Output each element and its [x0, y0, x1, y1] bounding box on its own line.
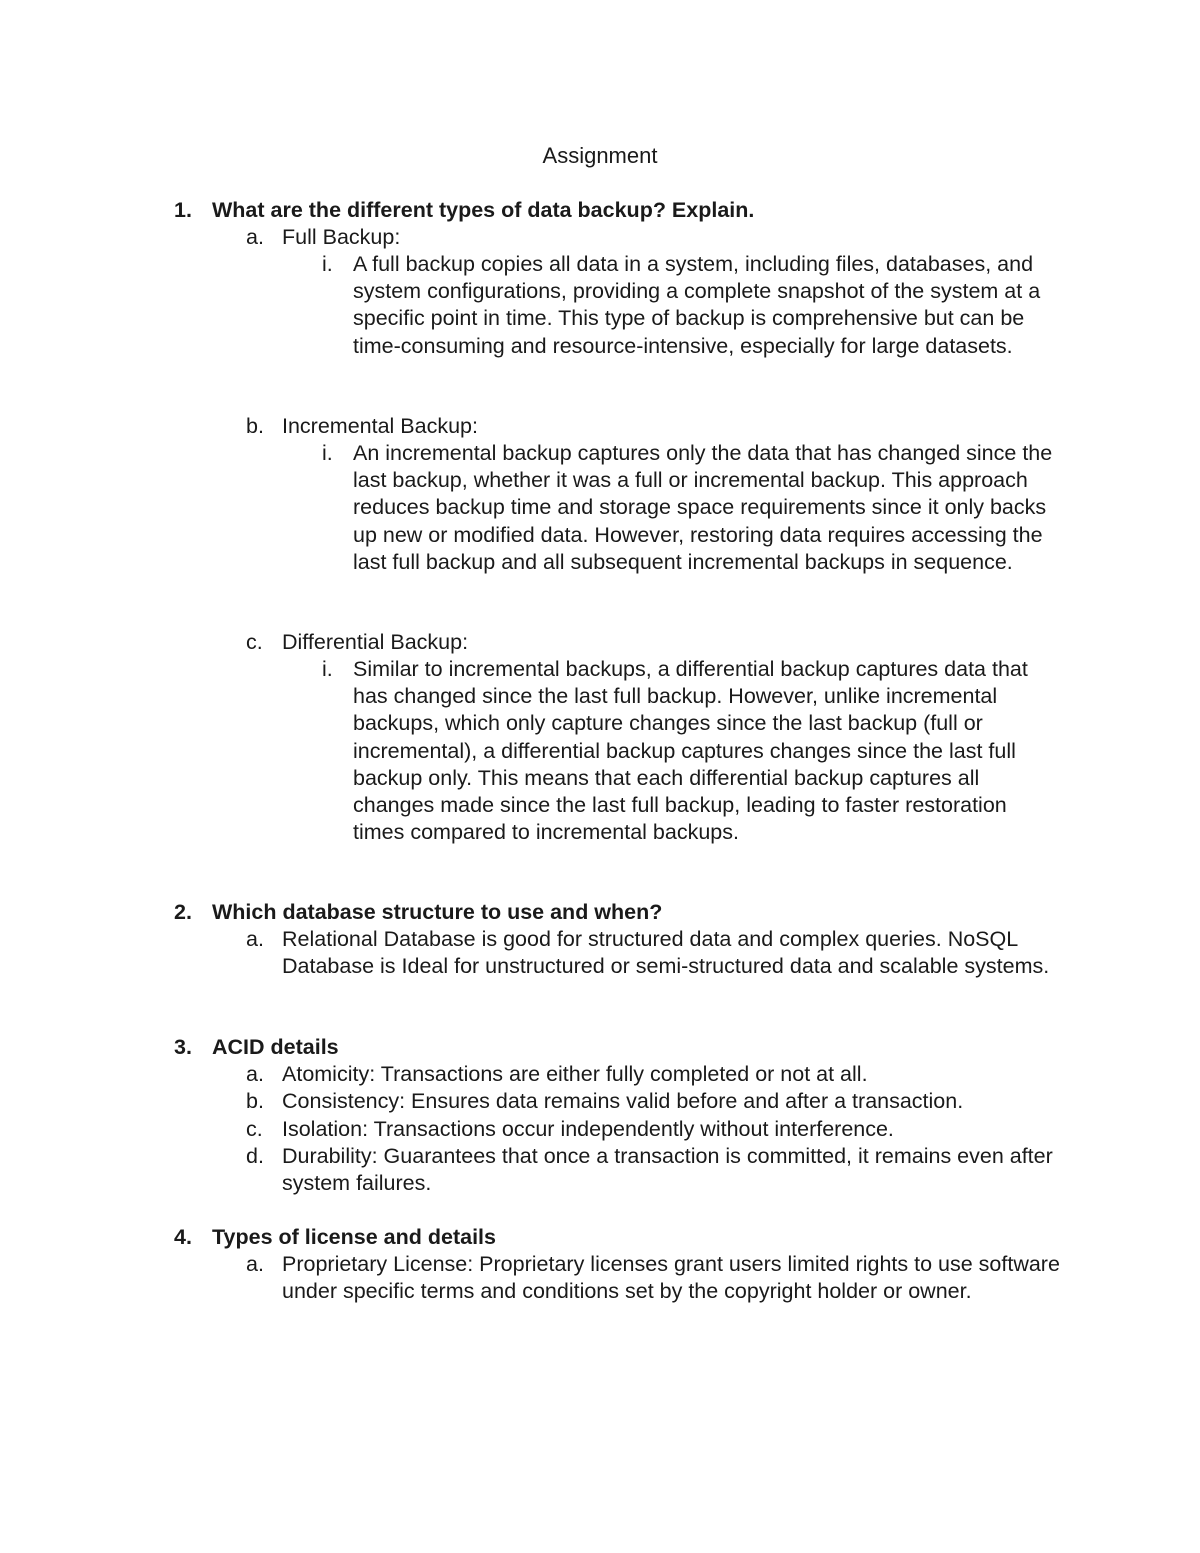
sub-item-text: An incremental backup captures only the data that has changed since the last backup, whether it was a full or incremental backup. This approach reduces backup time and storage space requirements since it only backs up new or modified data. However, restoring data requires accessing the last full backup and all subsequent incremental backups in sequence. [353, 441, 1053, 574]
list-item-proprietary-license [246, 1251, 1076, 1305]
list-item-text: Isolation: Transactions occur independently without interference. [282, 1117, 894, 1141]
list-item-label: Incremental Backup: [282, 414, 478, 438]
list-item-label: Full Backup: [282, 225, 401, 249]
list-item-full-backup [246, 224, 1076, 251]
list-item-atomicity [246, 1061, 1076, 1088]
question-number: 4. [174, 1225, 192, 1249]
list-item-differential-backup [246, 629, 1076, 656]
list-item-durability [246, 1143, 1076, 1197]
sub-item-full-backup [322, 251, 1062, 360]
sub-item-text: Similar to incremental backups, a differential backup captures data that has changed since the last full backup. However, unlike incremental backups, which only capture changes since the last backup (full or incremental), a differential backup captures changes since the last full backup only. This means that each differential backup captures all changes made since the last full backup, leading to faster restoration times compared to incremental backups. [353, 657, 1028, 845]
question-number: 1. [174, 198, 192, 222]
sub-list-marker: i. [322, 657, 333, 681]
question-number: 3. [174, 1035, 192, 1059]
list-item-text: Durability: Guarantees that once a transaction is committed, it remains even after system failures. [282, 1144, 1053, 1196]
question-number: 2. [174, 900, 192, 924]
list-marker: d. [246, 1144, 264, 1168]
list-item-isolation [246, 1116, 1076, 1143]
list-item-database-structure [246, 926, 1076, 980]
sub-item-incremental-backup [322, 440, 1062, 576]
list-marker: a. [246, 1252, 264, 1276]
list-item-text: Atomicity: Transactions are either fully completed or not at all. [282, 1062, 868, 1086]
list-marker: b. [246, 414, 264, 438]
list-item-consistency [246, 1088, 1076, 1115]
question-1-heading [174, 197, 754, 224]
question-text: Which database structure to use and when? [212, 900, 663, 924]
list-item-text: Proprietary License: Proprietary licenses grant users limited rights to use software under specific terms and conditions set by the copyright holder or owner. [282, 1252, 1060, 1304]
sub-list-marker: i. [322, 252, 333, 276]
list-marker: a. [246, 225, 264, 249]
question-3-heading [174, 1034, 339, 1061]
question-text: ACID details [212, 1035, 339, 1059]
document-title: Assignment [542, 143, 658, 168]
list-marker: a. [246, 927, 264, 951]
list-item-label: Differential Backup: [282, 630, 469, 654]
question-text: Types of license and details [212, 1225, 496, 1249]
list-marker: a. [246, 1062, 264, 1086]
list-marker: c. [246, 630, 263, 654]
list-item-text: Relational Database is good for structured data and complex queries. NoSQL Database is Ideal for unstructured or semi-structured data and scalable systems. [282, 927, 1050, 979]
sub-item-differential-backup [322, 656, 1062, 846]
question-4-heading [174, 1224, 496, 1251]
sub-item-text: A full backup copies all data in a system, including files, databases, and system configurations, providing a complete snapshot of the system at a specific point in time. This type of backup is comprehensive but can be time-consuming and resource-intensive, especially for large datasets. [353, 252, 1041, 358]
list-marker: c. [246, 1117, 263, 1141]
question-text: What are the different types of data backup? Explain. [212, 198, 755, 222]
list-item-incremental-backup [246, 413, 1076, 440]
list-marker: b. [246, 1089, 264, 1113]
sub-list-marker: i. [322, 441, 333, 465]
question-2-heading [174, 899, 662, 926]
list-item-text: Consistency: Ensures data remains valid before and after a transaction. [282, 1089, 964, 1113]
